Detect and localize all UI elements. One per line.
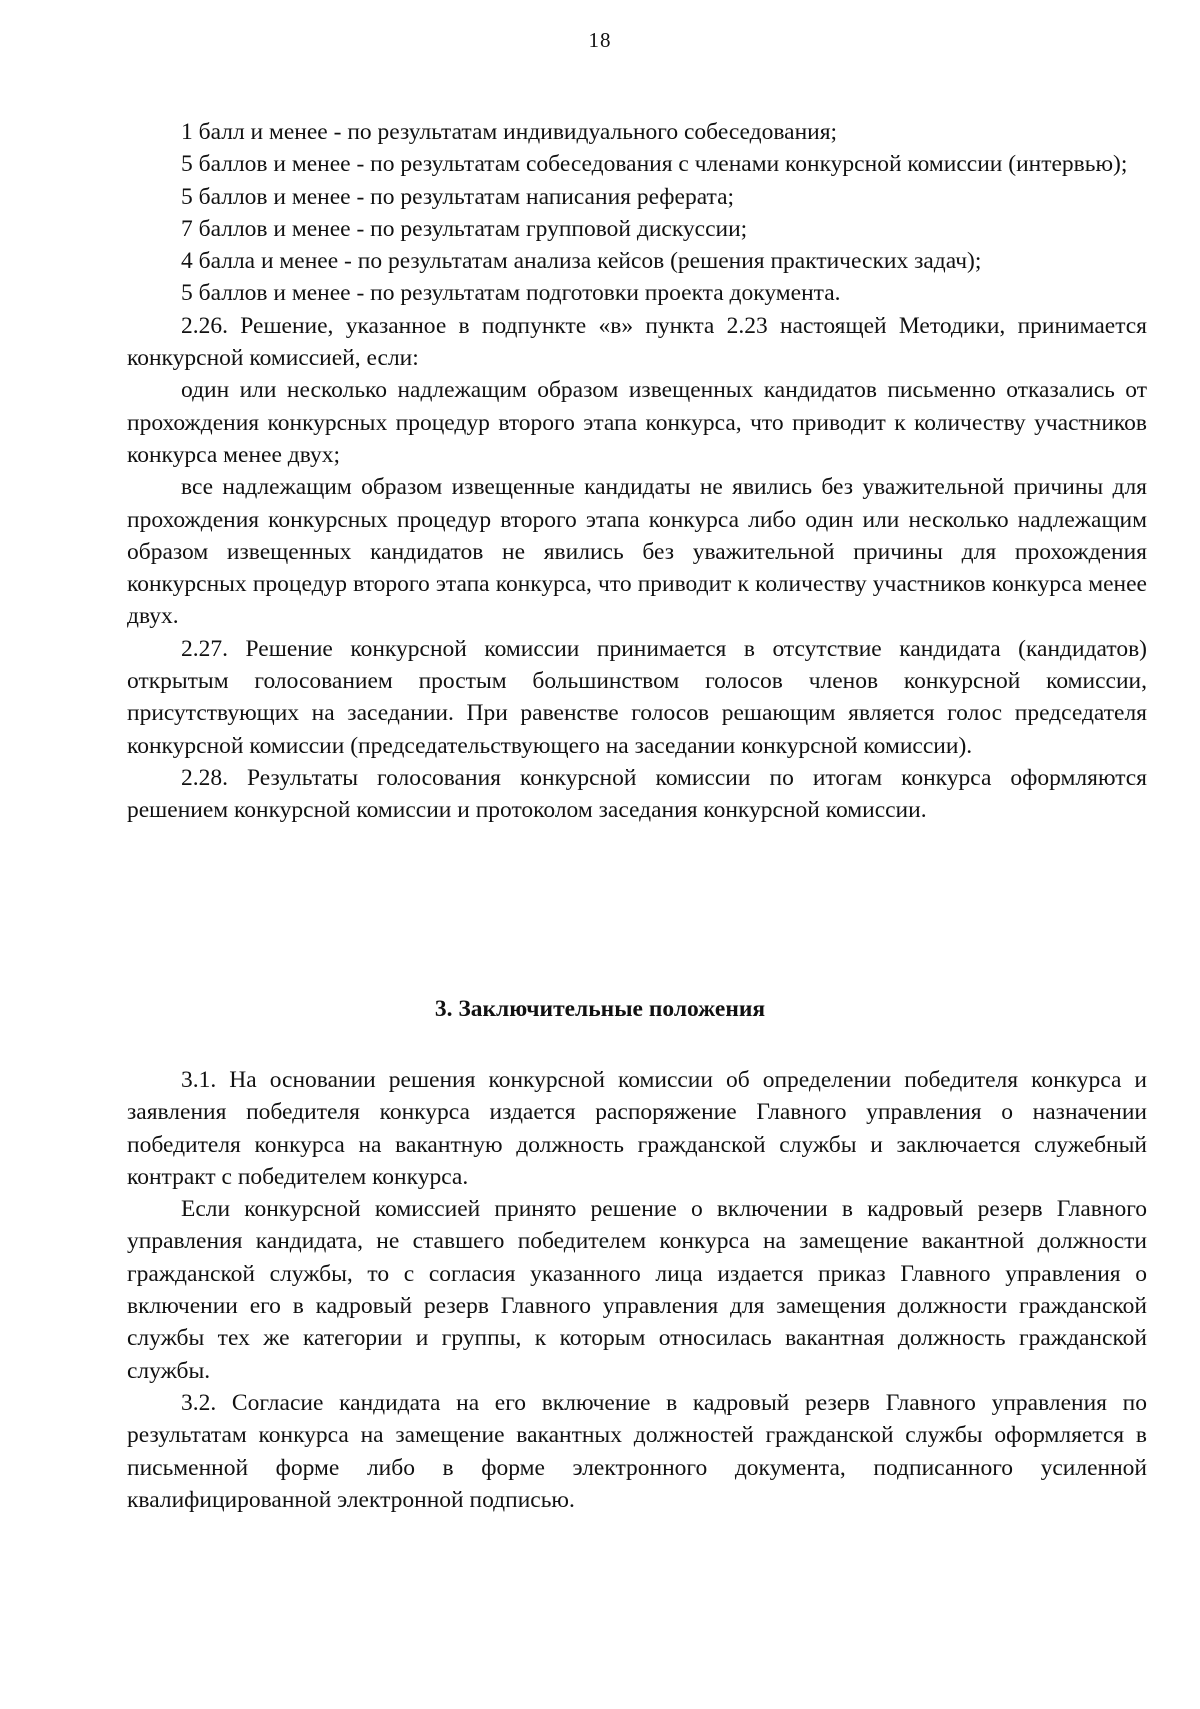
paragraph: 4 балла и менее - по результатам анализа кейсов (решения практических задач);	[181, 248, 982, 275]
paragraph: 1 балл и менее - по результатам индивидуального собеседования;	[181, 119, 838, 145]
paragraph: 7 баллов и менее - по результатам групповой дискуссии;	[181, 215, 748, 242]
paragraph: 5 баллов и менее - по результатам подготовки проекта документа.	[181, 280, 841, 307]
paragraph: 2.26. Решение, указанное в подпункте «в» пункта 2.23 настоящей Методики, принимается конкурсной комиссией, если:	[127, 312, 1147, 372]
paragraph: один или несколько надлежащим образом извещенных кандидатов письменно отказались от прохождения конкурсных процедур второго этапа конкурса, что приводит к количеству участников конкурса менее двух;	[127, 377, 1147, 468]
section-2-body	[127, 116, 1147, 827]
paragraph: 5 баллов и менее - по результатам написания реферата;	[181, 183, 735, 210]
paragraph: 2.27. Решение конкурсной комиссии принимается в отсутствие кандидата (кандидатов) открытым голосованием простым большинством голосов членов конкурсной комиссии, присутствующих на заседании. При равенстве голосов решающим является голос председателя конкурсной комиссии (председательствующего на заседании конкурсной комиссии).	[127, 635, 1147, 759]
paragraph: 3.2. Согласие кандидата на его включение в кадровый резерв Главного управления по результатам конкурса на замещение вакантных должностей гражданской службы оформляется в письменной форме либо в форме электронного документа, подписанного усиленной квалифицированной электронной подписью.	[127, 1389, 1147, 1513]
section-3-body	[127, 1064, 1147, 1516]
paragraph: 2.28. Результаты голосования конкурсной комиссии по итогам конкурса оформляются решением конкурсной комиссии и протоколом заседания конкурсной комиссии.	[127, 764, 1147, 824]
paragraph: Если конкурсной комиссией принято решение о включении в кадровый резерв Главного управления кандидата, не ставшего победителем конкурса на замещение вакантной должности гражданской службы, то с согласия указанного лица издается приказ Главного управления о включении его в кадровый резерв Главного управления для замещения должности гражданской службы тех же категории и группы, к которым относилась вакантная должность гражданской службы.	[127, 1196, 1147, 1384]
page-number: 18	[588, 28, 612, 52]
section-heading: 3. Заключительные положения	[434, 996, 766, 1022]
paragraph: 3.1. На основании решения конкурсной комиссии об определении победителя конкурса и заявления победителя конкурса издается распоряжение Главного управления о назначении победителя конкурса на вакантную должность гражданской службы и заключается служебный контракт с победителем конкурса.	[127, 1067, 1147, 1190]
paragraph: 5 баллов и менее - по результатам собеседования с членами конкурсной комиссии (интервью);	[181, 151, 1128, 178]
paragraph: все надлежащим образом извещенные кандидаты не явились без уважительной причины для прохождения конкурсных процедур второго этапа конкурса либо один или несколько надлежащим образом извещенных кандидатов не явились без уважительной причины для прохождения конкурсных процедур второго этапа конкурса, что приводит к количеству участников конкурса менее двух.	[127, 474, 1147, 630]
